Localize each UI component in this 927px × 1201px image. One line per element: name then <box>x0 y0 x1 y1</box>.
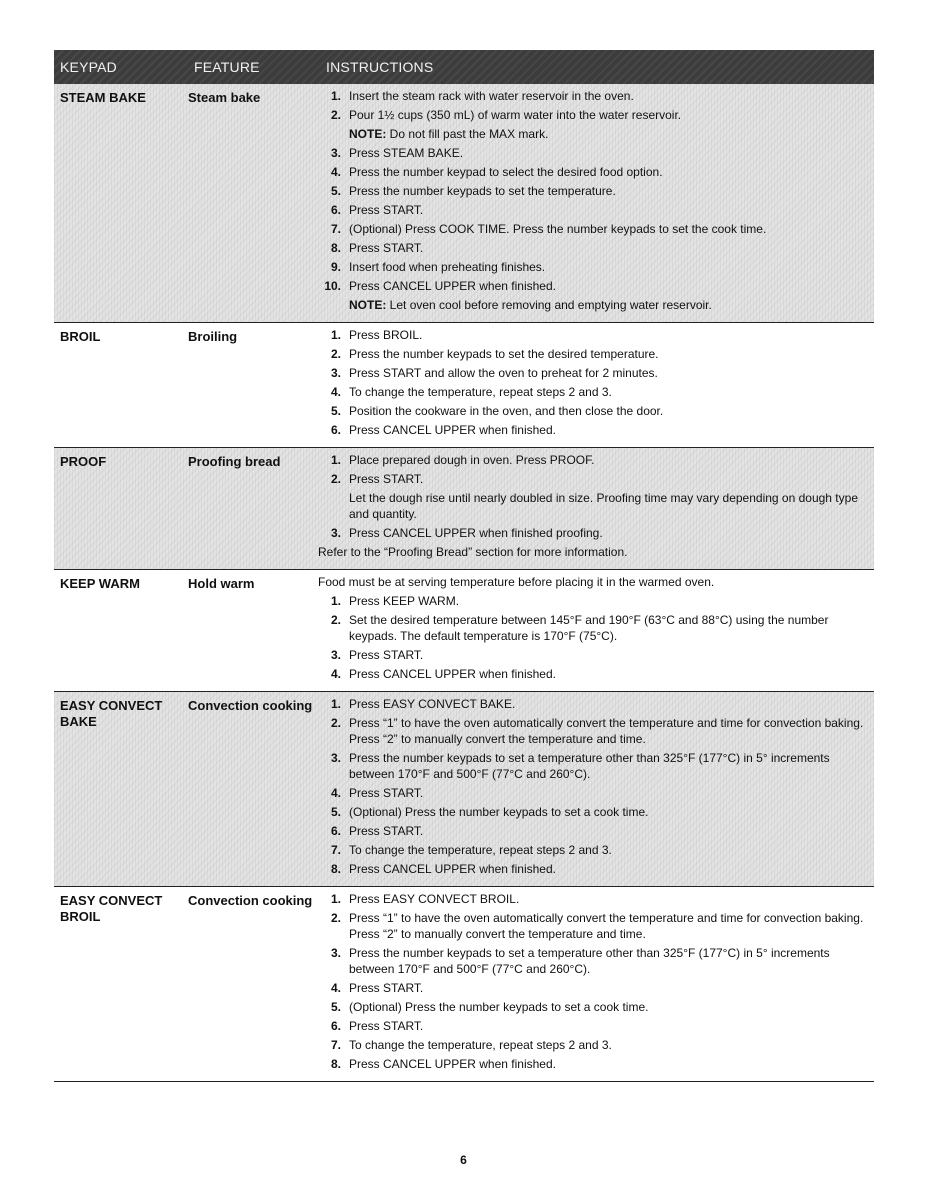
step-text: Press KEEP WARM. <box>349 594 460 608</box>
instruction-text: Food must be at serving temperature before placing it in the warmed oven. <box>318 575 715 589</box>
step-number: 7. <box>330 843 341 857</box>
instruction-step <box>318 715 874 747</box>
instruction-step <box>318 145 874 161</box>
step-text: (Optional) Press the number keypads to set a cook time. <box>349 805 649 819</box>
step-number: 8. <box>330 241 341 255</box>
step-text: Press START. <box>349 786 424 800</box>
table-header <box>54 50 874 84</box>
instructions-table <box>54 50 874 1082</box>
instruction-step <box>318 785 874 801</box>
step-number: 3. <box>330 146 341 160</box>
step-number: 6. <box>330 824 341 838</box>
instruction-step <box>318 202 874 218</box>
step-number: 4. <box>330 667 341 681</box>
instruction-step <box>318 88 874 104</box>
step-number: 4. <box>330 981 341 995</box>
step-number: 2. <box>330 716 341 730</box>
keypad-name: EASY CONVECT BROIL <box>60 893 163 924</box>
table-row <box>54 448 874 570</box>
instruction-step <box>318 842 874 858</box>
instruction-step <box>318 240 874 256</box>
instruction-step <box>318 471 874 487</box>
step-text: Press START. <box>349 203 424 217</box>
step-number: 2. <box>330 472 341 486</box>
step-number: 3. <box>330 366 341 380</box>
page-number: 6 <box>460 1153 467 1167</box>
instruction-step <box>318 384 874 400</box>
step-text: Press START. <box>349 981 424 995</box>
instruction-step <box>318 365 874 381</box>
instruction-step <box>318 980 874 996</box>
instruction-step <box>318 1018 874 1034</box>
step-number: 3. <box>330 648 341 662</box>
keypad-name: KEEP WARM <box>60 576 140 591</box>
step-text: Press CANCEL UPPER when finished. <box>349 667 556 681</box>
step-number: 5. <box>330 404 341 418</box>
keypad-name: STEAM BAKE <box>60 90 146 105</box>
step-number: 6. <box>330 423 341 437</box>
step-number: 1. <box>330 453 341 467</box>
step-number: 4. <box>330 165 341 179</box>
step-text: Press STEAM BAKE. <box>349 146 464 160</box>
table-body <box>54 84 874 1082</box>
step-number: 2. <box>330 911 341 925</box>
step-text: Pour 1½ cups (350 mL) of warm water into the water reservoir. <box>349 108 682 122</box>
step-text: To change the temperature, repeat steps 2 and 3. <box>349 385 612 399</box>
step-number: 1. <box>330 328 341 342</box>
step-text: Press the number keypads to set the desired temperature. <box>349 347 659 361</box>
instruction-step <box>318 422 874 438</box>
step-text: Set the desired temperature between 145°F and 190°F (63°C and 88°C) using the number keypads. The default temperature is 170°F (75°C). <box>349 613 829 643</box>
step-number: 5. <box>330 1000 341 1014</box>
step-number: 3. <box>330 751 341 765</box>
step-text: (Optional) Press COOK TIME. Press the number keypads to set the cook time. <box>349 222 767 236</box>
instruction-step <box>318 259 874 275</box>
note-text: Let oven cool before removing and emptying water reservoir. <box>386 298 712 312</box>
instruction-step <box>318 346 874 362</box>
step-text: Press CANCEL UPPER when finished. <box>349 1057 556 1071</box>
table-row <box>54 692 874 887</box>
step-text: Press START. <box>349 1019 424 1033</box>
instructions-cell <box>318 84 874 322</box>
instruction-step <box>318 164 874 180</box>
step-number: 8. <box>330 862 341 876</box>
header-feature: FEATURE <box>194 59 260 75</box>
step-number: 2. <box>330 108 341 122</box>
table-row <box>54 887 874 1082</box>
instructions-cell <box>318 692 874 886</box>
instruction-step <box>318 593 874 609</box>
note <box>318 126 874 142</box>
step-text: Press the number keypads to set a temperature other than 325°F (177°C) in 5° increments between 170°F and 500°F (77°C and 260°C). <box>349 946 830 976</box>
instructions-cell <box>318 887 874 1081</box>
step-text: Press “1” to have the oven automatically convert the temperature and time for convection baking. Press “2” to manually convert the temperature and time. <box>349 911 864 941</box>
step-detail: Let the dough rise until nearly doubled in size. Proofing time may vary depending on dough type and quantity. <box>349 491 858 521</box>
step-number: 10. <box>324 279 341 293</box>
feature-name: Steam bake <box>188 90 261 105</box>
instruction-step <box>318 221 874 237</box>
step-text: Press “1” to have the oven automatically convert the temperature and time for convection baking. Press “2” to manually convert the temperature and time. <box>349 716 864 746</box>
step-number: 1. <box>330 892 341 906</box>
step-text: Insert food when preheating finishes. <box>349 260 546 274</box>
keypad-name: PROOF <box>60 454 107 469</box>
instruction-step <box>318 278 874 294</box>
step-number: 7. <box>330 222 341 236</box>
instruction-text: Refer to the “Proofing Bread” section for more information. <box>318 545 628 559</box>
instruction-step <box>318 612 874 644</box>
step-text: (Optional) Press the number keypads to set a cook time. <box>349 1000 649 1014</box>
step-text: Press CANCEL UPPER when finished. <box>349 279 556 293</box>
step-text: Press the number keypads to set a temperature other than 325°F (177°C) in 5° increments between 170°F and 500°F (77°C and 260°C). <box>349 751 830 781</box>
instruction-step <box>318 696 874 712</box>
table-row <box>54 570 874 692</box>
feature-name: Convection cooking <box>188 893 313 908</box>
step-text: Press the number keypad to select the desired food option. <box>349 165 663 179</box>
step-text: Press START. <box>349 648 424 662</box>
step-number: 5. <box>330 184 341 198</box>
instruction-step <box>318 452 874 468</box>
step-text: Position the cookware in the oven, and then close the door. <box>349 404 664 418</box>
step-text: Press START and allow the oven to preheat for 2 minutes. <box>349 366 658 380</box>
feature-name: Convection cooking <box>188 698 313 713</box>
step-text: Place prepared dough in oven. Press PROOF. <box>349 453 595 467</box>
note-text: Do not fill past the MAX mark. <box>386 127 549 141</box>
step-text: Press CANCEL UPPER when finished proofing. <box>349 526 603 540</box>
instruction-step <box>318 403 874 419</box>
step-number: 2. <box>330 613 341 627</box>
step-number: 2. <box>330 347 341 361</box>
step-text: Press BROIL. <box>349 328 423 342</box>
instruction-step <box>318 823 874 839</box>
step-text: Press CANCEL UPPER when finished. <box>349 862 556 876</box>
feature-name: Broiling <box>188 329 238 344</box>
instructions-cell <box>318 448 874 569</box>
step-number: 5. <box>330 805 341 819</box>
note-label: NOTE: <box>349 298 387 312</box>
step-number: 8. <box>330 1057 341 1071</box>
instruction-step <box>318 945 874 977</box>
note-label: NOTE: <box>349 127 387 141</box>
note <box>318 297 874 313</box>
instruction-step <box>318 750 874 782</box>
step-number: 1. <box>330 594 341 608</box>
step-number: 4. <box>330 786 341 800</box>
instruction-step <box>318 1037 874 1053</box>
table-row <box>54 84 874 323</box>
instruction-step <box>318 327 874 343</box>
table-row <box>54 323 874 448</box>
step-number: 9. <box>330 260 341 274</box>
step-text: Press CANCEL UPPER when finished. <box>349 423 556 437</box>
step-text: Press START. <box>349 241 424 255</box>
step-text: Insert the steam rack with water reservoir in the oven. <box>349 89 634 103</box>
instructions-cell <box>318 570 874 691</box>
instruction-step <box>318 804 874 820</box>
step-text: Press START. <box>349 472 424 486</box>
step-number: 7. <box>330 1038 341 1052</box>
step-number: 3. <box>330 526 341 540</box>
step-text: To change the temperature, repeat steps 2 and 3. <box>349 843 612 857</box>
instruction-step <box>318 666 874 682</box>
header-keypad: KEYPAD <box>60 59 117 75</box>
instruction-step <box>318 183 874 199</box>
step-number: 1. <box>330 89 341 103</box>
step-number: 6. <box>330 1019 341 1033</box>
instruction-step <box>318 999 874 1015</box>
instruction-step <box>318 647 874 663</box>
step-number: 4. <box>330 385 341 399</box>
instruction-step <box>318 1056 874 1072</box>
instruction-step <box>318 525 874 541</box>
step-text: Press EASY CONVECT BAKE. <box>349 697 516 711</box>
instruction-step <box>318 861 874 877</box>
keypad-name: EASY CONVECT BAKE <box>60 698 163 729</box>
instructions-cell <box>318 323 874 447</box>
step-text: Press EASY CONVECT BROIL. <box>349 892 520 906</box>
step-text: To change the temperature, repeat steps 2 and 3. <box>349 1038 612 1052</box>
step-text: Press START. <box>349 824 424 838</box>
feature-name: Proofing bread <box>188 454 281 469</box>
instruction-step <box>318 891 874 907</box>
instruction-step <box>318 107 874 123</box>
keypad-name: BROIL <box>60 329 101 344</box>
step-number: 3. <box>330 946 341 960</box>
feature-name: Hold warm <box>188 576 255 591</box>
header-instructions: INSTRUCTIONS <box>326 59 434 75</box>
step-number: 6. <box>330 203 341 217</box>
instruction-step <box>318 910 874 942</box>
step-text: Press the number keypads to set the temperature. <box>349 184 616 198</box>
step-number: 1. <box>330 697 341 711</box>
